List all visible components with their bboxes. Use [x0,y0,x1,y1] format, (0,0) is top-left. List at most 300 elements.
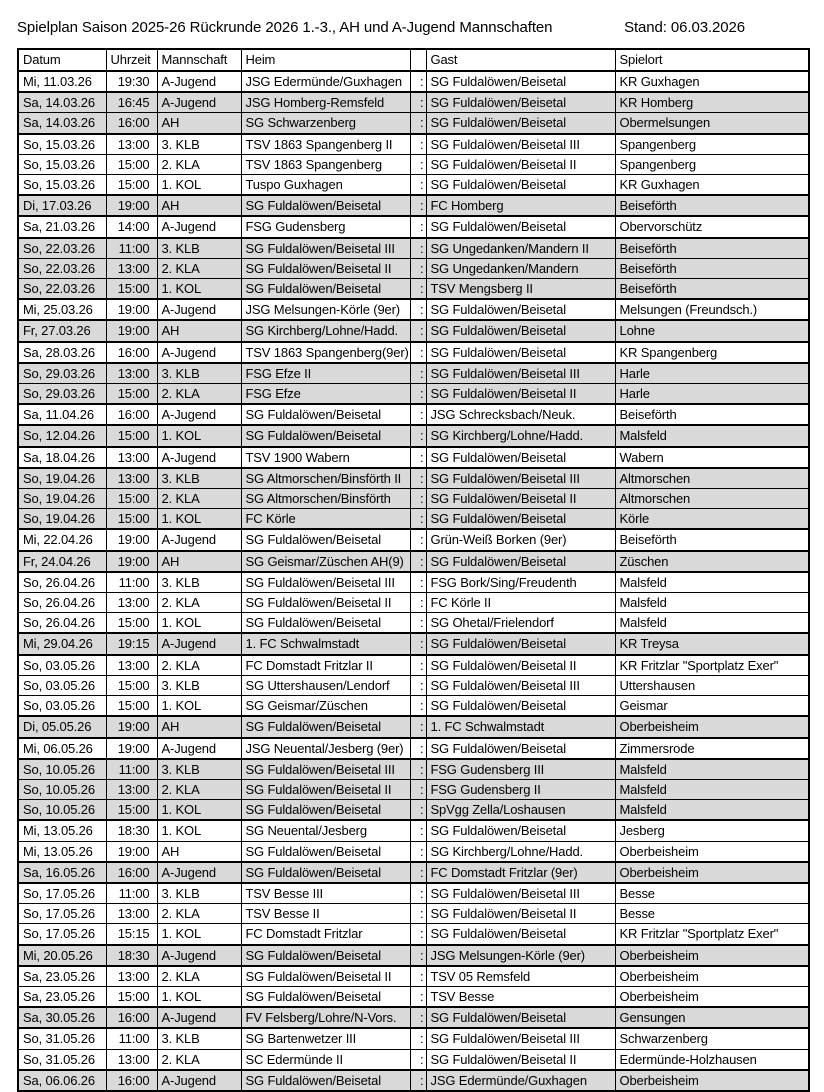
cell-spielort: Jesberg [615,820,809,841]
cell-spielort: KR Fritzlar "Sportplatz Exer" [615,655,809,676]
cell-mannschaft: 2. KLA [157,489,241,509]
cell-datum: Mi, 22.04.26 [18,529,106,550]
cell-datum: So, 19.04.26 [18,468,106,489]
colon-separator: : [410,759,426,780]
cell-gast-team: SG Fuldalöwen/Beisetal [426,113,615,134]
cell-gast-team: TSV 05 Remsfeld [426,966,615,987]
table-row [18,593,809,613]
cell-spielort: KR Spangenberg [615,342,809,363]
cell-uhrzeit: 19:30 [106,71,157,92]
cell-gast-team: SG Fuldalöwen/Beisetal III [426,363,615,384]
cell-spielort: Melsungen (Freundsch.) [615,299,809,320]
cell-datum: Di, 05.05.26 [18,716,106,737]
cell-spielort: Besse [615,883,809,904]
cell-datum: So, 31.05.26 [18,1049,106,1070]
cell-uhrzeit: 16:00 [106,1070,157,1091]
cell-uhrzeit: 13:00 [106,258,157,278]
table-row [18,800,809,821]
cell-heim-team: TSV 1863 Spangenberg II [241,134,410,155]
cell-gast-team: FC Homberg [426,195,615,216]
cell-uhrzeit: 19:00 [106,299,157,320]
cell-gast-team: SG Ungedanken/Mandern [426,258,615,278]
cell-gast-team: SG Ohetal/Frielendorf [426,613,615,634]
cell-heim-team: FSG Gudensberg [241,216,410,237]
table-row [18,655,809,676]
cell-gast-team: SG Ungedanken/Mandern II [426,238,615,259]
colon-separator: : [410,966,426,987]
cell-gast-team: SG Fuldalöwen/Beisetal [426,299,615,320]
cell-heim-team: SG Fuldalöwen/Beisetal [241,195,410,216]
table-row [18,529,809,550]
cell-spielort: Beiseförth [615,529,809,550]
cell-spielort: Obervorschütz [615,216,809,237]
cell-spielort: Edermünde-Holzhausen [615,1049,809,1070]
cell-uhrzeit: 13:00 [106,593,157,613]
cell-heim-team: SG Fuldalöwen/Beisetal II [241,258,410,278]
cell-datum: Di, 17.03.26 [18,195,106,216]
cell-uhrzeit: 13:00 [106,655,157,676]
cell-spielort: Malsfeld [615,425,809,446]
cell-mannschaft: A-Jugend [157,71,241,92]
cell-mannschaft: A-Jugend [157,1070,241,1091]
colon-separator: : [410,320,426,341]
cell-spielort: Oberbeisheim [615,862,809,883]
colon-separator: : [410,696,426,717]
cell-spielort: Gensungen [615,1007,809,1028]
colon-separator: : [410,986,426,1007]
colon-separator: : [410,363,426,384]
table-row [18,509,809,530]
schedule-table [17,48,810,1092]
cell-heim-team: SG Fuldalöwen/Beisetal [241,613,410,634]
colon-separator: : [410,509,426,530]
cell-uhrzeit: 19:00 [106,529,157,550]
colon-separator: : [410,1007,426,1028]
cell-mannschaft: 2. KLA [157,966,241,987]
cell-heim-team: TSV 1863 Spangenberg [241,154,410,174]
cell-heim-team: SC Edermünde II [241,1049,410,1070]
table-row [18,299,809,320]
cell-heim-team: FC Körle [241,509,410,530]
cell-mannschaft: 3. KLB [157,572,241,593]
cell-gast-team: SG Fuldalöwen/Beisetal [426,696,615,717]
cell-heim-team: SG Fuldalöwen/Beisetal III [241,759,410,780]
cell-uhrzeit: 19:15 [106,633,157,654]
cell-mannschaft: 1. KOL [157,175,241,196]
cell-mannschaft: 3. KLB [157,675,241,695]
cell-heim-team: SG Kirchberg/Lohne/Hadd. [241,320,410,341]
cell-gast-team: SG Fuldalöwen/Beisetal [426,175,615,196]
cell-datum: So, 31.05.26 [18,1028,106,1049]
cell-gast-team: SG Fuldalöwen/Beisetal II [426,904,615,924]
cell-mannschaft: A-Jugend [157,404,241,425]
cell-uhrzeit: 15:00 [106,696,157,717]
cell-gast-team: SG Fuldalöwen/Beisetal II [426,154,615,174]
cell-heim-team: SG Fuldalöwen/Beisetal [241,1070,410,1091]
cell-spielort: Beiseförth [615,258,809,278]
cell-mannschaft: A-Jugend [157,633,241,654]
cell-mannschaft: 2. KLA [157,154,241,174]
table-row [18,1070,809,1091]
cell-uhrzeit: 11:00 [106,238,157,259]
cell-uhrzeit: 15:00 [106,279,157,300]
cell-heim-team: SG Fuldalöwen/Beisetal [241,800,410,821]
table-row [18,1028,809,1049]
header-mannschaft: Mannschaft [157,49,241,71]
colon-separator: : [410,92,426,113]
colon-separator: : [410,113,426,134]
cell-datum: So, 17.05.26 [18,883,106,904]
cell-datum: Mi, 29.04.26 [18,633,106,654]
cell-uhrzeit: 15:00 [106,509,157,530]
cell-heim-team: SG Altmorschen/Binsförth [241,489,410,509]
cell-spielort: Beiseförth [615,195,809,216]
cell-spielort: KR Guxhagen [615,175,809,196]
header-separator [410,49,426,71]
cell-mannschaft: A-Jugend [157,1007,241,1028]
cell-heim-team: SG Fuldalöwen/Beisetal II [241,593,410,613]
colon-separator: : [410,529,426,550]
colon-separator: : [410,862,426,883]
cell-gast-team: SG Fuldalöwen/Beisetal [426,320,615,341]
table-row [18,904,809,924]
cell-spielort: KR Fritzlar "Sportplatz Exer" [615,924,809,945]
cell-mannschaft: 2. KLA [157,593,241,613]
cell-spielort: Harle [615,363,809,384]
cell-spielort: Geismar [615,696,809,717]
colon-separator: : [410,945,426,966]
colon-separator: : [410,572,426,593]
colon-separator: : [410,468,426,489]
header-heim: Heim [241,49,410,71]
table-row [18,134,809,155]
cell-datum: Mi, 20.05.26 [18,945,106,966]
cell-heim-team: SG Fuldalöwen/Beisetal [241,986,410,1007]
cell-gast-team: FSG Gudensberg II [426,779,615,799]
cell-datum: Sa, 30.05.26 [18,1007,106,1028]
cell-mannschaft: 3. KLB [157,1028,241,1049]
cell-mannschaft: A-Jugend [157,447,241,468]
cell-gast-team: SG Fuldalöwen/Beisetal [426,633,615,654]
table-row [18,404,809,425]
cell-uhrzeit: 16:00 [106,113,157,134]
colon-separator: : [410,489,426,509]
cell-datum: So, 22.03.26 [18,258,106,278]
table-row [18,216,809,237]
cell-datum: Sa, 16.05.26 [18,862,106,883]
cell-mannschaft: A-Jugend [157,738,241,759]
cell-heim-team: SG Fuldalöwen/Beisetal [241,841,410,862]
colon-separator: : [410,633,426,654]
cell-datum: So, 10.05.26 [18,779,106,799]
cell-gast-team: FC Körle II [426,593,615,613]
cell-mannschaft: A-Jugend [157,945,241,966]
cell-datum: Mi, 25.03.26 [18,299,106,320]
cell-uhrzeit: 11:00 [106,572,157,593]
cell-gast-team: SG Fuldalöwen/Beisetal [426,509,615,530]
table-row [18,613,809,634]
cell-gast-team: TSV Mengsberg II [426,279,615,300]
colon-separator: : [410,779,426,799]
cell-mannschaft: 1. KOL [157,613,241,634]
cell-datum: Fr, 27.03.26 [18,320,106,341]
cell-datum: Mi, 13.05.26 [18,820,106,841]
cell-heim-team: SG Uttershausen/Lendorf [241,675,410,695]
cell-mannschaft: 2. KLA [157,258,241,278]
cell-spielort: Besse [615,904,809,924]
cell-gast-team: JSG Edermünde/Guxhagen [426,1070,615,1091]
cell-heim-team: SG Altmorschen/Binsförth II [241,468,410,489]
cell-heim-team: JSG Neuental/Jesberg (9er) [241,738,410,759]
colon-separator: : [410,175,426,196]
cell-heim-team: SG Fuldalöwen/Beisetal II [241,966,410,987]
cell-uhrzeit: 13:00 [106,966,157,987]
cell-heim-team: FSG Efze II [241,363,410,384]
cell-mannschaft: AH [157,841,241,862]
cell-heim-team: SG Fuldalöwen/Beisetal II [241,779,410,799]
cell-mannschaft: 1. KOL [157,509,241,530]
colon-separator: : [410,1070,426,1091]
cell-datum: Sa, 21.03.26 [18,216,106,237]
cell-gast-team: SG Kirchberg/Lohne/Hadd. [426,841,615,862]
cell-uhrzeit: 15:00 [106,800,157,821]
cell-uhrzeit: 19:00 [106,738,157,759]
cell-spielort: Beiseförth [615,404,809,425]
document-header [0,0,824,36]
cell-heim-team: TSV Besse II [241,904,410,924]
cell-uhrzeit: 13:00 [106,1049,157,1070]
cell-gast-team: SG Fuldalöwen/Beisetal [426,738,615,759]
cell-gast-team: SG Fuldalöwen/Beisetal III [426,883,615,904]
cell-mannschaft: A-Jugend [157,216,241,237]
cell-gast-team: SG Fuldalöwen/Beisetal [426,924,615,945]
cell-spielort: Malsfeld [615,572,809,593]
colon-separator: : [410,279,426,300]
cell-mannschaft: 1. KOL [157,425,241,446]
colon-separator: : [410,238,426,259]
cell-heim-team: SG Fuldalöwen/Beisetal [241,425,410,446]
cell-spielort: Oberbeisheim [615,716,809,737]
cell-uhrzeit: 15:00 [106,384,157,405]
table-row [18,113,809,134]
table-row [18,862,809,883]
cell-spielort: Schwarzenberg [615,1028,809,1049]
cell-heim-team: SG Fuldalöwen/Beisetal [241,862,410,883]
cell-mannschaft: A-Jugend [157,342,241,363]
cell-spielort: Uttershausen [615,675,809,695]
cell-heim-team: SG Fuldalöwen/Beisetal III [241,572,410,593]
cell-uhrzeit: 19:00 [106,841,157,862]
cell-uhrzeit: 15:00 [106,613,157,634]
cell-datum: Sa, 06.06.26 [18,1070,106,1091]
cell-mannschaft: A-Jugend [157,92,241,113]
cell-mannschaft: 2. KLA [157,779,241,799]
cell-uhrzeit: 11:00 [106,883,157,904]
cell-datum: So, 26.04.26 [18,613,106,634]
cell-mannschaft: AH [157,551,241,572]
table-row [18,841,809,862]
cell-heim-team: FC Domstadt Fritzlar II [241,655,410,676]
cell-spielort: Beiseförth [615,279,809,300]
cell-gast-team: JSG Schrecksbach/Neuk. [426,404,615,425]
cell-heim-team: SG Fuldalöwen/Beisetal [241,279,410,300]
cell-datum: So, 03.05.26 [18,655,106,676]
cell-gast-team: SG Fuldalöwen/Beisetal [426,342,615,363]
cell-spielort: Altmorschen [615,468,809,489]
table-row [18,92,809,113]
cell-uhrzeit: 13:00 [106,779,157,799]
cell-spielort: Malsfeld [615,779,809,799]
table-row [18,238,809,259]
cell-gast-team: SG Fuldalöwen/Beisetal III [426,134,615,155]
cell-uhrzeit: 15:00 [106,489,157,509]
stand-date: Stand: 06.03.2026 [624,19,745,36]
cell-gast-team: FSG Bork/Sing/Freudenth [426,572,615,593]
cell-mannschaft: 2. KLA [157,655,241,676]
header-datum: Datum [18,49,106,71]
schedule-table-body [18,71,809,1091]
cell-datum: So, 10.05.26 [18,759,106,780]
cell-datum: So, 26.04.26 [18,593,106,613]
cell-spielort: KR Treysa [615,633,809,654]
cell-gast-team: SG Fuldalöwen/Beisetal [426,447,615,468]
colon-separator: : [410,841,426,862]
cell-uhrzeit: 19:00 [106,320,157,341]
cell-mannschaft: 1. KOL [157,924,241,945]
table-row [18,342,809,363]
cell-gast-team: SG Fuldalöwen/Beisetal II [426,384,615,405]
cell-datum: So, 03.05.26 [18,675,106,695]
cell-uhrzeit: 13:00 [106,447,157,468]
cell-datum: So, 15.03.26 [18,134,106,155]
colon-separator: : [410,655,426,676]
table-row [18,425,809,446]
cell-spielort: Zimmersrode [615,738,809,759]
header-uhrzeit: Uhrzeit [106,49,157,71]
colon-separator: : [410,134,426,155]
cell-gast-team: SpVgg Zella/Loshausen [426,800,615,821]
cell-spielort: Altmorschen [615,489,809,509]
colon-separator: : [410,71,426,92]
cell-spielort: Malsfeld [615,613,809,634]
cell-datum: So, 22.03.26 [18,238,106,259]
cell-spielort: Spangenberg [615,154,809,174]
cell-spielort: KR Guxhagen [615,71,809,92]
cell-datum: Fr, 24.04.26 [18,551,106,572]
cell-heim-team: SG Fuldalöwen/Beisetal [241,716,410,737]
cell-mannschaft: AH [157,320,241,341]
cell-heim-team: 1. FC Schwalmstadt [241,633,410,654]
table-row [18,154,809,174]
cell-spielort: Oberbeisheim [615,986,809,1007]
colon-separator: : [410,258,426,278]
colon-separator: : [410,883,426,904]
cell-uhrzeit: 15:00 [106,986,157,1007]
colon-separator: : [410,154,426,174]
cell-mannschaft: 2. KLA [157,384,241,405]
cell-mannschaft: 3. KLB [157,468,241,489]
cell-spielort: Obermelsungen [615,113,809,134]
table-row [18,195,809,216]
cell-mannschaft: 2. KLA [157,1049,241,1070]
cell-uhrzeit: 19:00 [106,716,157,737]
table-row [18,633,809,654]
cell-mannschaft: A-Jugend [157,529,241,550]
table-row [18,258,809,278]
cell-datum: So, 10.05.26 [18,800,106,821]
cell-mannschaft: 3. KLB [157,238,241,259]
cell-uhrzeit: 11:00 [106,759,157,780]
cell-gast-team: SG Fuldalöwen/Beisetal III [426,1028,615,1049]
cell-heim-team: TSV 1863 Spangenberg(9er) [241,342,410,363]
cell-mannschaft: 3. KLB [157,883,241,904]
cell-spielort: Harle [615,384,809,405]
colon-separator: : [410,593,426,613]
cell-heim-team: SG Schwarzenberg [241,113,410,134]
table-row [18,738,809,759]
cell-gast-team: SG Fuldalöwen/Beisetal [426,92,615,113]
colon-separator: : [410,195,426,216]
cell-spielort: Züschen [615,551,809,572]
cell-datum: Sa, 23.05.26 [18,966,106,987]
cell-heim-team: SG Fuldalöwen/Beisetal [241,945,410,966]
cell-gast-team: SG Fuldalöwen/Beisetal [426,820,615,841]
cell-datum: So, 12.04.26 [18,425,106,446]
cell-heim-team: TSV 1900 Wabern [241,447,410,468]
cell-uhrzeit: 13:00 [106,468,157,489]
cell-uhrzeit: 18:30 [106,820,157,841]
cell-gast-team: TSV Besse [426,986,615,1007]
table-row [18,1007,809,1028]
cell-datum: So, 15.03.26 [18,154,106,174]
cell-datum: So, 03.05.26 [18,696,106,717]
cell-mannschaft: A-Jugend [157,862,241,883]
cell-datum: So, 15.03.26 [18,175,106,196]
cell-gast-team: FC Domstadt Fritzlar (9er) [426,862,615,883]
colon-separator: : [410,924,426,945]
table-row [18,71,809,92]
cell-datum: Sa, 18.04.26 [18,447,106,468]
cell-spielort: Beiseförth [615,238,809,259]
cell-uhrzeit: 16:00 [106,342,157,363]
table-row [18,716,809,737]
cell-heim-team: JSG Homberg-Remsfeld [241,92,410,113]
colon-separator: : [410,299,426,320]
header-spielort: Spielort [615,49,809,71]
cell-heim-team: SG Fuldalöwen/Beisetal [241,529,410,550]
colon-separator: : [410,216,426,237]
cell-mannschaft: AH [157,195,241,216]
cell-datum: So, 29.03.26 [18,384,106,405]
colon-separator: : [410,800,426,821]
cell-gast-team: SG Fuldalöwen/Beisetal III [426,675,615,695]
cell-uhrzeit: 13:00 [106,134,157,155]
cell-spielort: Malsfeld [615,800,809,821]
cell-gast-team: SG Fuldalöwen/Beisetal II [426,489,615,509]
cell-uhrzeit: 15:15 [106,924,157,945]
colon-separator: : [410,820,426,841]
colon-separator: : [410,904,426,924]
cell-uhrzeit: 11:00 [106,1028,157,1049]
colon-separator: : [410,613,426,634]
page-title: Spielplan Saison 2025-26 Rückrunde 2026 1.-3., AH und A-Jugend Mannschaften [17,19,553,36]
cell-gast-team: FSG Gudensberg III [426,759,615,780]
table-row [18,924,809,945]
table-row [18,966,809,987]
cell-datum: So, 19.04.26 [18,509,106,530]
cell-heim-team: SG Fuldalöwen/Beisetal III [241,238,410,259]
cell-uhrzeit: 19:00 [106,195,157,216]
